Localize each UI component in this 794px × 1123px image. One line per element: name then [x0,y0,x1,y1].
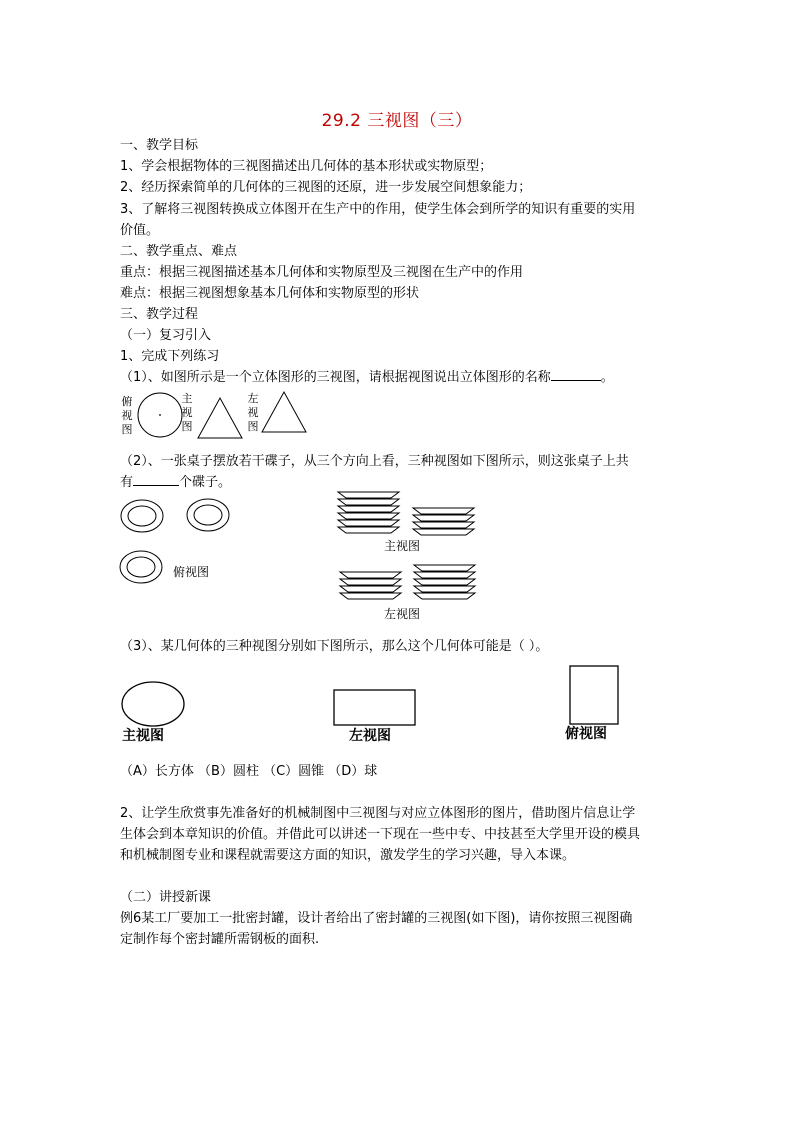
question-2-line1: （2）、一张桌子摆放若干碟子，从三个方向上看，三种视图如下图所示，则这张桌子上共 [120,454,629,469]
answer-blank[interactable] [551,368,601,381]
question-1-end: 。 [600,370,614,385]
fig2-ring-outer [120,551,162,583]
example-6-line1: 例6某工厂要加工一批密封罐，设计者给出了密封罐的三视图(如下图)，请你按照三视图确 [120,911,633,926]
fig1-views [130,388,320,444]
fig1-left-triangle [262,392,306,432]
fig2-views [112,488,512,623]
fig1-left-view-label: 左 视 图 [247,392,259,433]
fig2-front-stack-left [338,492,399,533]
question-1-text: （1）、如图所示是一个立体图形的三视图，请根据视图说出立体图形的名称 [120,370,551,385]
example-6-line2: 定制作每个密封罐所需钢板的面积. [120,932,320,947]
fig2-front-view-label: 主视图 [384,539,421,553]
fig3-front-view-label: 主视图 [122,728,164,744]
fig2-ring-outer [121,500,163,532]
fig2-left-view-label: 左视图 [384,607,421,621]
question-3: （3）、某几何体的三种视图分别如下图所示，那么这个几何体可能是（ ）。 [120,639,549,654]
question-2-text: 有 [120,475,134,490]
fig2-ring-outer [187,499,229,531]
paragraph-2-line1: 2、让学生欣赏事先准备好的机械制图中三视图与对应立体图形的图片，借助图片信息让学 [120,806,636,821]
paragraph-2-line3: 和机械制图专业和课程就需要这方面的知识，激发学生的学习兴趣，导入本课。 [120,848,576,863]
fig1-top-view-label: 俯 视 图 [121,395,133,436]
fig3-rectangle-tall [570,666,618,724]
fig2-ring-inner [128,506,156,526]
part-heading-new-lesson: （二）讲授新课 [120,890,212,905]
section-heading-key-points: 二、教学重点、难点 [120,244,238,259]
fig2-top-view-label: 俯视图 [173,565,210,579]
fig1-center-dot [159,414,161,416]
goal-3-line2: 价值。 [120,223,160,238]
fig3-ellipse [122,682,184,726]
answer-options: （A）长方体 （B）圆柱 （C）圆锥 （D）球 [120,764,378,779]
fig3-rectangle-wide [334,690,415,725]
fig2-left-stack-right [414,565,475,599]
question-2-end: 个碟子。 [179,475,232,490]
question-1 [120,368,680,388]
goal-2: 2、经历探索简单的几何体的三视图的还原，进一步发展空间想象能力； [120,180,532,195]
answer-blank[interactable] [133,473,179,486]
exercise-heading: 1、完成下列练习 [120,349,220,364]
goal-1: 1、学会根据物体的三视图描述出几何体的基本形状或实物原型； [120,159,493,174]
section-heading-process: 三、教学过程 [120,307,199,322]
part-heading-review: （一）复习引入 [120,328,212,343]
fig2-left-stack-left [340,572,401,599]
key-point: 重点：根据三视图描述基本几何体和实物原型及三视图在生产中的作用 [120,265,524,280]
fig3-top-view-label: 俯视图 [565,726,607,742]
fig3-left-view-label: 左视图 [349,728,391,744]
goal-3-line1: 3、了解将三视图转换成立体图开在生产中的作用，使学生体会到所学的知识有重要的实用 [120,202,636,217]
fig2-front-stack-right [413,508,474,535]
section-heading-goals: 一、教学目标 [120,138,199,153]
fig2-ring-inner [127,557,155,577]
fig3-views [112,660,632,745]
page-title: 29.2 三视图（三） [321,111,473,131]
paragraph-2-line2: 生体会到本章知识的价值。并借此可以讲述一下现在一些中专、中技甚至大学里开设的模具 [120,827,641,842]
fig2-ring-inner [194,505,222,525]
fig1-front-triangle [198,398,242,438]
difficult-point: 难点：根据三视图想象基本几何体和实物原型的形状 [120,286,420,301]
fig1-front-view-label: 主 视 图 [181,392,193,433]
